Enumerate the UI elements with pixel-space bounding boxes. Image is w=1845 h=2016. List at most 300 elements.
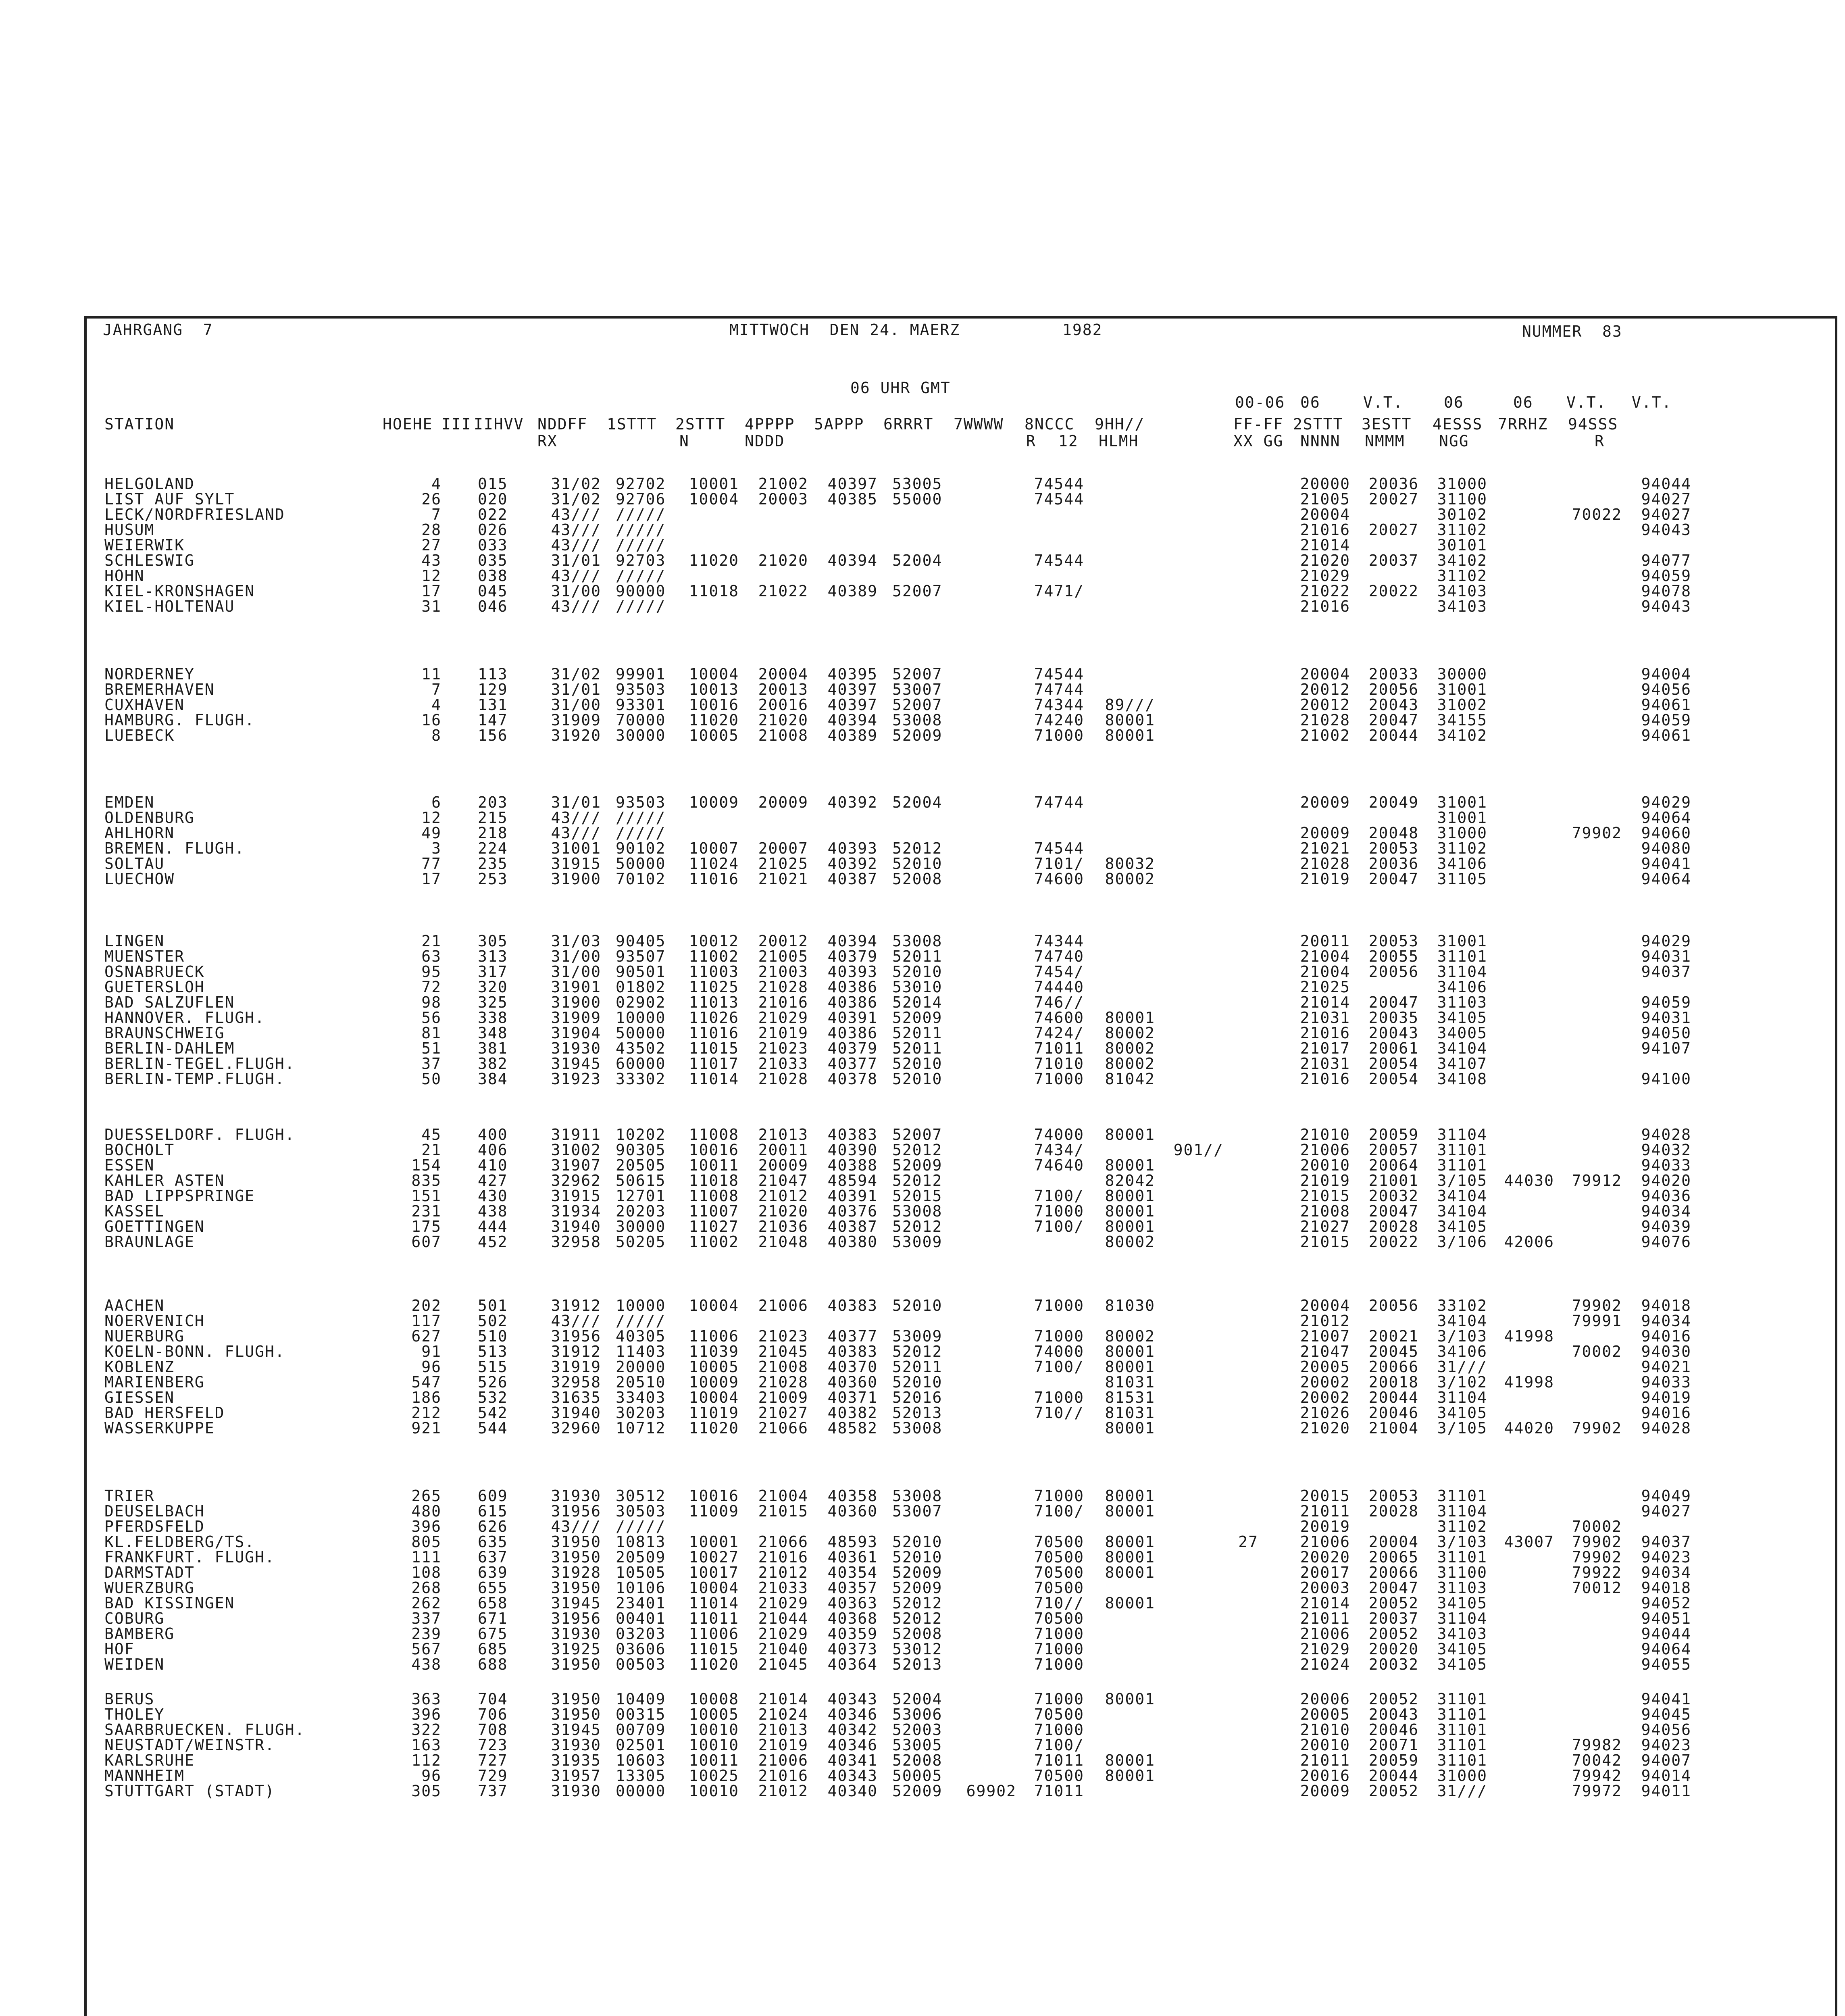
obs-value: 31101 (1437, 1736, 1487, 1754)
column-header-sub: XX GG (1233, 432, 1284, 450)
station-row (87, 1343, 1835, 1358)
obs-value: 348 (478, 1024, 508, 1042)
obs-value: 94078 (1641, 582, 1691, 600)
obs-value: 3/102 (1437, 1373, 1487, 1391)
obs-value: 95 (421, 963, 441, 981)
obs-value: 10008 (689, 1690, 739, 1708)
station-row (87, 552, 1835, 567)
obs-value: 338 (478, 1009, 508, 1027)
obs-value: 253 (478, 870, 508, 888)
station-name: HAMBURG. FLUGH. (104, 711, 255, 729)
obs-value: 21029 (758, 1625, 808, 1643)
obs-value: 80001 (1105, 1419, 1155, 1437)
obs-value: 452 (478, 1233, 508, 1251)
obs-value: 71000 (1034, 1327, 1084, 1345)
obs-value: 11039 (689, 1343, 739, 1360)
obs-value: 10017 (689, 1564, 739, 1581)
number-label: NUMMER 83 (1522, 323, 1622, 340)
obs-value: 40386 (827, 1024, 878, 1042)
obs-value: 17 (421, 870, 441, 888)
obs-value: 94004 (1641, 665, 1691, 683)
obs-value: 7 (431, 681, 441, 698)
station-row (87, 948, 1835, 963)
obs-value: 94030 (1641, 1343, 1691, 1360)
obs-value: 400 (478, 1126, 508, 1143)
station-row (87, 963, 1835, 981)
obs-value: 94016 (1641, 1404, 1691, 1422)
obs-value: 96 (421, 1358, 441, 1376)
station-row (87, 1373, 1835, 1389)
obs-value: 31950 (551, 1690, 601, 1708)
obs-value: 94064 (1641, 870, 1691, 888)
obs-value: 20057 (1368, 1141, 1419, 1159)
obs-value: 52012 (892, 1141, 943, 1159)
obs-value: 10013 (689, 681, 739, 698)
obs-value: 21019 (758, 1024, 808, 1042)
obs-value: 02501 (616, 1736, 666, 1754)
obs-value: 52010 (892, 1055, 943, 1073)
obs-value: 11009 (689, 1502, 739, 1520)
obs-value: 7101/ (1034, 855, 1084, 873)
obs-value: 41998 (1504, 1327, 1554, 1345)
obs-value: 40394 (827, 932, 878, 950)
station-row (87, 1610, 1835, 1625)
station-name: BOCHOLT (104, 1141, 175, 1159)
station-name: LUEBECK (104, 727, 175, 744)
obs-value: 31950 (551, 1533, 601, 1551)
obs-value: 737 (478, 1782, 508, 1800)
obs-value: 410 (478, 1156, 508, 1174)
obs-value: 31930 (551, 1736, 601, 1754)
obs-value: 406 (478, 1141, 508, 1159)
station-row (87, 1767, 1835, 1785)
column-header: 5APPP (814, 415, 864, 433)
station-row (87, 1594, 1835, 1610)
obs-value: 11024 (689, 855, 739, 873)
obs-value: 52010 (892, 1548, 943, 1566)
obs-value: 33102 (1437, 1297, 1487, 1314)
obs-value: 40343 (827, 1690, 878, 1708)
obs-value: 10009 (689, 793, 739, 811)
obs-value: 20043 (1368, 1706, 1419, 1723)
obs-value: 30000 (616, 727, 666, 744)
obs-value: 94049 (1641, 1487, 1691, 1505)
obs-value: 363 (411, 1690, 441, 1708)
obs-value: 49 (421, 824, 441, 842)
obs-value: 31919 (551, 1358, 601, 1376)
obs-value: 71011 (1034, 1039, 1084, 1057)
obs-value: 21019 (1300, 870, 1350, 888)
obs-value: 40343 (827, 1767, 878, 1785)
obs-value: 94077 (1641, 552, 1691, 569)
obs-value: 40361 (827, 1548, 878, 1566)
obs-value: 21004 (1368, 1419, 1419, 1437)
obs-value: 20052 (1368, 1782, 1419, 1800)
obs-value: 20066 (1368, 1564, 1419, 1581)
obs-value: 89/// (1105, 696, 1155, 714)
obs-value: 045 (478, 582, 508, 600)
obs-value: 00503 (616, 1656, 666, 1673)
obs-value: 10001 (689, 1533, 739, 1551)
obs-value: 7100/ (1034, 1736, 1084, 1754)
obs-value: 40368 (827, 1610, 878, 1627)
obs-value: 10025 (689, 1767, 739, 1785)
obs-value: 53010 (892, 978, 943, 996)
gmt-label: 06 UHR GMT (850, 379, 951, 397)
column-header: 2STTT (675, 415, 726, 433)
obs-value: 94064 (1641, 809, 1691, 827)
station-name: LIST AUF SYLT (104, 490, 235, 508)
obs-value: 10012 (689, 932, 739, 950)
obs-value: 21023 (758, 1327, 808, 1345)
obs-value: 71000 (1034, 1690, 1084, 1708)
column-header: 1STTT (607, 415, 657, 433)
obs-value: 74544 (1034, 475, 1084, 493)
obs-value: 40364 (827, 1656, 878, 1673)
station-name: FRANKFURT. FLUGH. (104, 1548, 275, 1566)
obs-value: 82042 (1105, 1172, 1155, 1189)
obs-value: 74544 (1034, 490, 1084, 508)
obs-value: 21021 (1300, 839, 1350, 857)
obs-value: 20016 (758, 696, 808, 714)
obs-value: 835 (411, 1172, 441, 1189)
station-row (87, 567, 1835, 585)
obs-value: 40391 (827, 1187, 878, 1205)
obs-value: 31940 (551, 1218, 601, 1235)
obs-value: 11003 (689, 963, 739, 981)
obs-value: 31104 (1437, 963, 1487, 981)
station-name: SCHLESWIG (104, 552, 195, 569)
obs-value: 31/03 (551, 932, 601, 950)
obs-value: ///// (616, 521, 666, 539)
obs-value: 20005 (1300, 1358, 1350, 1376)
obs-value: 53007 (892, 1502, 943, 1520)
station-name: COBURG (104, 1610, 165, 1627)
obs-value: 31930 (551, 1487, 601, 1505)
obs-value: 40379 (827, 948, 878, 965)
obs-value: 79922 (1572, 1564, 1622, 1581)
obs-value: 21022 (758, 582, 808, 600)
obs-value: 20047 (1368, 993, 1419, 1011)
obs-value: 31930 (551, 1039, 601, 1057)
column-header: NDDFF (537, 415, 588, 433)
obs-value: 20009 (1300, 1782, 1350, 1800)
obs-value: 11020 (689, 552, 739, 569)
obs-value: 31956 (551, 1502, 601, 1520)
obs-value: 90000 (616, 582, 666, 600)
obs-value: 21016 (1300, 1024, 1350, 1042)
obs-value: 20012 (758, 932, 808, 950)
column-header-top: V.T. (1566, 394, 1607, 411)
station-name: BERUS (104, 1690, 155, 1708)
obs-value: 396 (411, 1706, 441, 1723)
obs-value: 607 (411, 1233, 441, 1251)
obs-value: 21047 (1300, 1343, 1350, 1360)
obs-value: 21 (421, 932, 441, 950)
obs-value: 70002 (1572, 1518, 1622, 1535)
station-row (87, 1782, 1835, 1800)
obs-value: 20047 (1368, 711, 1419, 729)
obs-value: 52009 (892, 1782, 943, 1800)
obs-value: 268 (411, 1579, 441, 1597)
obs-value: 31 (421, 598, 441, 615)
obs-value: 20017 (1300, 1564, 1350, 1581)
obs-value: 42006 (1504, 1233, 1554, 1251)
obs-value: 52004 (892, 793, 943, 811)
obs-value: 21013 (758, 1126, 808, 1143)
obs-value: 40391 (827, 1009, 878, 1027)
obs-value: 70002 (1572, 1343, 1622, 1360)
obs-value: 79902 (1572, 1419, 1622, 1437)
obs-value: 10000 (616, 1297, 666, 1314)
obs-value: 10016 (689, 1141, 739, 1159)
obs-value: 21028 (758, 978, 808, 996)
obs-value: 21028 (758, 1070, 808, 1088)
obs-value: 11020 (689, 711, 739, 729)
obs-value: 20027 (1368, 521, 1419, 539)
obs-value: 10505 (616, 1564, 666, 1581)
obs-value: 21031 (1300, 1055, 1350, 1073)
obs-value: 70500 (1034, 1533, 1084, 1551)
obs-value: 74344 (1034, 696, 1084, 714)
station-name: KASSEL (104, 1202, 165, 1220)
obs-value: 52011 (892, 1039, 943, 1057)
obs-value: 11006 (689, 1327, 739, 1345)
obs-value: 40392 (827, 855, 878, 873)
obs-value: 723 (478, 1736, 508, 1754)
obs-value: 11018 (689, 582, 739, 600)
obs-value: 70000 (616, 711, 666, 729)
obs-value: 20054 (1368, 1070, 1419, 1088)
obs-value: 52009 (892, 1564, 943, 1581)
obs-value: 384 (478, 1070, 508, 1088)
obs-value: 31950 (551, 1706, 601, 1723)
column-header: 4ESSS (1433, 415, 1483, 433)
obs-value: ///// (616, 1518, 666, 1535)
station-row (87, 1312, 1835, 1330)
obs-value: 37 (421, 1055, 441, 1073)
obs-value: 31945 (551, 1594, 601, 1612)
obs-value: 305 (411, 1782, 441, 1800)
station-row (87, 1736, 1835, 1752)
obs-value: 94036 (1641, 1187, 1691, 1205)
obs-value: 31100 (1437, 490, 1487, 508)
obs-value: 10202 (616, 1126, 666, 1143)
obs-value: 21024 (758, 1706, 808, 1723)
obs-value: 11013 (689, 993, 739, 1011)
obs-value: 52012 (892, 1594, 943, 1612)
obs-value: 31950 (551, 1579, 601, 1597)
obs-value: 40389 (827, 582, 878, 600)
station-row (87, 582, 1835, 598)
obs-value: 175 (411, 1218, 441, 1235)
obs-value: 31912 (551, 1297, 601, 1314)
obs-value: 320 (478, 978, 508, 996)
obs-value: 21019 (758, 1736, 808, 1754)
obs-value: 131 (478, 696, 508, 714)
obs-value: 80002 (1105, 1024, 1155, 1042)
obs-value: 77 (421, 855, 441, 873)
station-name: AACHEN (104, 1297, 165, 1314)
obs-value: 43/// (551, 598, 601, 615)
obs-value: 20061 (1368, 1039, 1419, 1057)
obs-value: 10016 (689, 1487, 739, 1505)
obs-value: 7100/ (1034, 1218, 1084, 1235)
obs-value: 32960 (551, 1419, 601, 1437)
obs-value: 94060 (1641, 824, 1691, 842)
column-header: III (441, 415, 472, 433)
obs-value: 31935 (551, 1752, 601, 1769)
obs-value: 40393 (827, 963, 878, 981)
obs-value: 20044 (1368, 727, 1419, 744)
obs-value: 94027 (1641, 1502, 1691, 1520)
obs-value: 92706 (616, 490, 666, 508)
obs-value: 480 (411, 1502, 441, 1520)
obs-value: 21012 (758, 1782, 808, 1800)
obs-value: 21006 (1300, 1141, 1350, 1159)
obs-value: 94043 (1641, 521, 1691, 539)
obs-value: 239 (411, 1625, 441, 1643)
station-name: BAD LIPPSPRINGE (104, 1187, 255, 1205)
station-row (87, 1389, 1835, 1404)
obs-value: 21048 (758, 1233, 808, 1251)
obs-value: 685 (478, 1640, 508, 1658)
obs-value: 21004 (1300, 963, 1350, 981)
obs-value: 94021 (1641, 1358, 1691, 1376)
obs-value: 727 (478, 1752, 508, 1769)
obs-value: 31102 (1437, 839, 1487, 857)
obs-value: 79942 (1572, 1767, 1622, 1785)
obs-value: 20053 (1368, 932, 1419, 950)
obs-value: 3/105 (1437, 1172, 1487, 1189)
obs-value: 31904 (551, 1024, 601, 1042)
obs-value: 21027 (1300, 1218, 1350, 1235)
obs-value: 21010 (1300, 1126, 1350, 1143)
station-name: HOHN (104, 567, 145, 585)
station-row (87, 1690, 1835, 1706)
obs-value: 53005 (892, 1736, 943, 1754)
obs-value: 21004 (758, 1487, 808, 1505)
column-header: 4PPPP (745, 415, 795, 433)
obs-value: 313 (478, 948, 508, 965)
obs-value: 3 (431, 839, 441, 857)
obs-value: 21016 (1300, 598, 1350, 615)
obs-value: 40370 (827, 1358, 878, 1376)
obs-value: 40342 (827, 1721, 878, 1739)
obs-value: 74440 (1034, 978, 1084, 996)
station-name: GUETERSLOH (104, 978, 205, 996)
obs-value: 10005 (689, 727, 739, 744)
column-header-top: 06 (1444, 394, 1464, 411)
obs-value: 74544 (1034, 839, 1084, 857)
station-name: OSNABRUECK (104, 963, 205, 981)
obs-value: 94052 (1641, 1594, 1691, 1612)
obs-value: 20044 (1368, 1767, 1419, 1785)
station-name: HELGOLAND (104, 475, 195, 493)
obs-value: 32958 (551, 1373, 601, 1391)
station-row (87, 1548, 1835, 1564)
obs-value: 31957 (551, 1767, 601, 1785)
obs-value: 94020 (1641, 1172, 1691, 1189)
column-header-top: 00-06 (1235, 394, 1285, 411)
obs-value: 21044 (758, 1610, 808, 1627)
obs-value: 567 (411, 1640, 441, 1658)
obs-value: 21066 (758, 1419, 808, 1437)
obs-value: 20009 (758, 793, 808, 811)
jahrgang-label: JAHRGANG 7 (103, 321, 213, 339)
obs-value: 20028 (1368, 1502, 1419, 1520)
obs-value: 635 (478, 1533, 508, 1551)
obs-value: 52009 (892, 1579, 943, 1597)
obs-value: 52012 (892, 1218, 943, 1235)
obs-value: 52009 (892, 727, 943, 744)
column-header-sub: HLMH (1099, 432, 1139, 450)
obs-value: 34106 (1437, 855, 1487, 873)
obs-value: 16 (421, 711, 441, 729)
obs-value: 655 (478, 1579, 508, 1597)
obs-value: 74240 (1034, 711, 1084, 729)
obs-value: 046 (478, 598, 508, 615)
obs-value: 21033 (758, 1579, 808, 1597)
obs-value: 34105 (1437, 1009, 1487, 1027)
obs-value: 34104 (1437, 1039, 1487, 1057)
obs-value: 015 (478, 475, 508, 493)
obs-value: 111 (411, 1548, 441, 1566)
obs-value: 34104 (1437, 1312, 1487, 1330)
obs-value: 20009 (1300, 824, 1350, 842)
obs-value: 31930 (551, 1625, 601, 1643)
obs-value: 10009 (689, 1373, 739, 1391)
obs-value: 34105 (1437, 1656, 1487, 1673)
obs-value: 20000 (616, 1358, 666, 1376)
station-name: MANNHEIM (104, 1767, 185, 1785)
obs-value: 63 (421, 948, 441, 965)
obs-value: 71000 (1034, 1389, 1084, 1406)
obs-value: 80001 (1105, 1187, 1155, 1205)
station-name: NEUSTADT/WEINSTR. (104, 1736, 275, 1754)
obs-value: 21006 (758, 1752, 808, 1769)
obs-value: 7 (431, 506, 441, 523)
obs-value: 02902 (616, 993, 666, 1011)
obs-value: 94045 (1641, 1706, 1691, 1723)
obs-value: 80001 (1105, 1487, 1155, 1505)
station-name: STUTTGART (STADT) (104, 1782, 275, 1800)
obs-value: 20004 (1300, 665, 1350, 683)
obs-value: 74744 (1034, 681, 1084, 698)
obs-value: 52008 (892, 870, 943, 888)
station-row (87, 665, 1835, 681)
station-name: BAMBERG (104, 1625, 175, 1643)
station-row (87, 536, 1835, 552)
obs-value: 212 (411, 1404, 441, 1422)
obs-value: 31105 (1437, 870, 1487, 888)
obs-value: 52004 (892, 552, 943, 569)
obs-value: 10027 (689, 1548, 739, 1566)
obs-value: 21025 (1300, 978, 1350, 996)
obs-value: 40392 (827, 793, 878, 811)
obs-value: 427 (478, 1172, 508, 1189)
obs-value: 438 (411, 1656, 441, 1673)
obs-value: 20043 (1368, 696, 1419, 714)
obs-value: 20064 (1368, 1156, 1419, 1174)
obs-value: 156 (478, 727, 508, 744)
obs-value: 381 (478, 1039, 508, 1057)
obs-value: 90305 (616, 1141, 666, 1159)
obs-value: 80002 (1105, 1055, 1155, 1073)
station-name: WASSERKUPPE (104, 1419, 215, 1437)
obs-value: 7100/ (1034, 1187, 1084, 1205)
obs-value: 20037 (1368, 1610, 1419, 1627)
